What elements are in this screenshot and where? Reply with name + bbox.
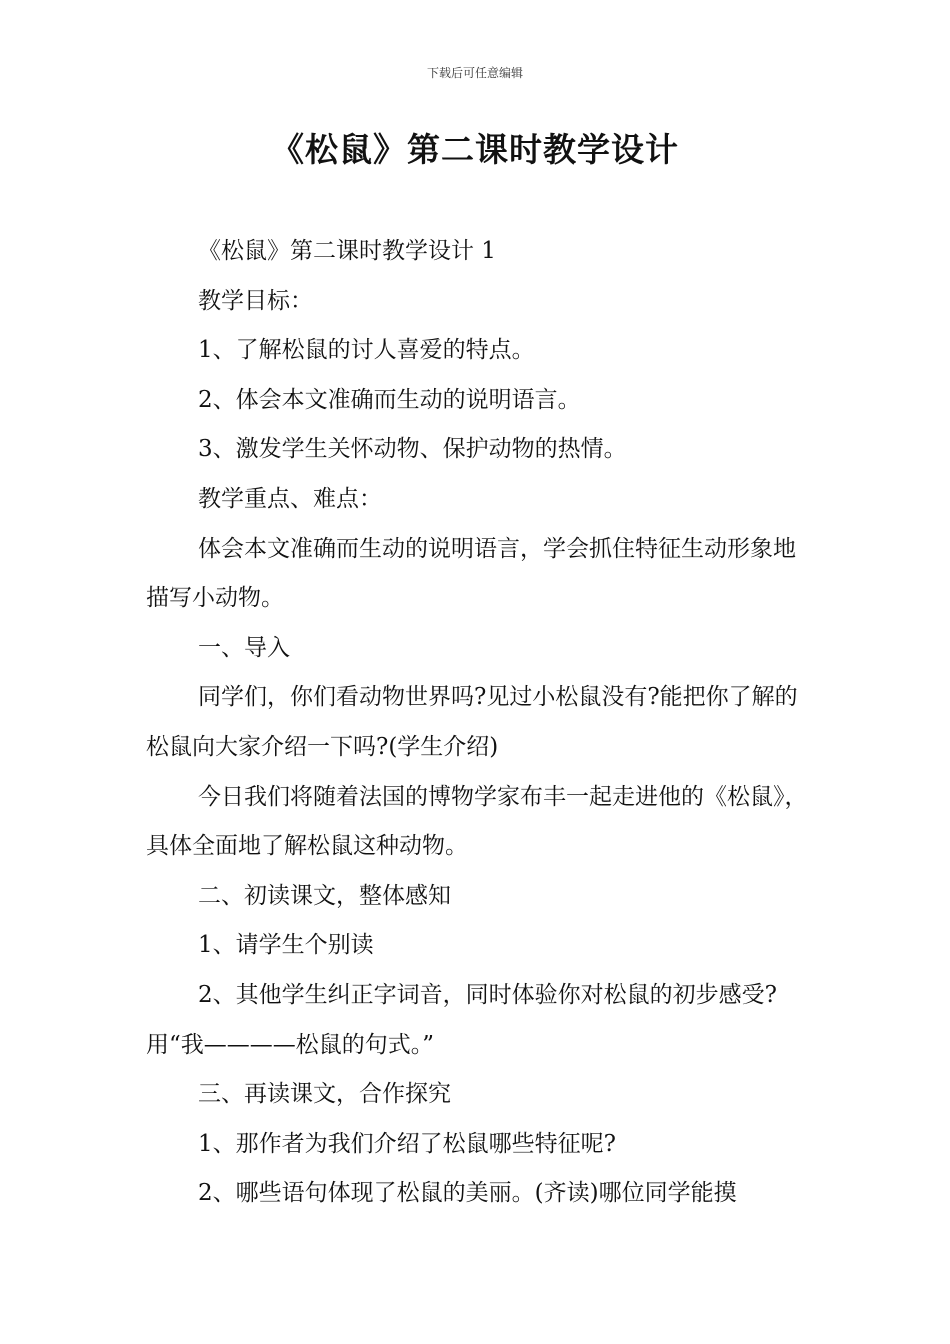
paragraph-question-2: 2、哪些语句体现了松鼠的美丽。(齐读)哪位同学能摸: [198, 1180, 737, 1207]
paragraph-key-points: 体会本文准确而生动的说明语言，学会抓住特征生动形象地描写小动物。: [146, 535, 796, 612]
paragraph-objective-2: 2、体会本文准确而生动的说明语言。: [198, 386, 581, 413]
paragraph-introduction: 同学们，你们看动物世界吗?见过小松鼠没有?能把你了解的松鼠向大家介绍一下吗?(学生介绍): [146, 684, 798, 760]
paragraph-today: 今日我们将随着法国的博物学家布丰一起走进他的《松鼠》，具体全面地了解松鼠这种动物。: [146, 783, 808, 860]
paragraph-question-1: 1、那作者为我们介绍了松鼠哪些特征呢?: [198, 1130, 616, 1157]
paragraph-section-3-heading: 三、再读课文，合作探究: [198, 1081, 451, 1108]
page-header-note: 下载后可任意编辑: [426, 66, 523, 80]
paragraph-key-points-heading: 教学重点、难点：: [198, 485, 382, 512]
paragraph-section-1-heading: 一、导入: [198, 634, 290, 661]
paragraph-step-2: 2、其他学生纠正字词音，同时体验你对松鼠的初步感受?用“我————松鼠的句式。”: [146, 981, 777, 1058]
paragraph-objective-1: 1、了解松鼠的讨人喜爱的特点。: [198, 337, 535, 364]
paragraph-objective-3: 3、激发学生关怀动物、保护动物的热情。: [198, 436, 627, 463]
paragraph-section-2-heading: 二、初读课文，整体感知: [198, 882, 451, 909]
paragraph-step-1: 1、请学生个别读: [198, 932, 374, 959]
document-body: [146, 227, 808, 1219]
paragraph-objectives-heading: 教学目标：: [198, 287, 313, 314]
document-title: 《松鼠》第二课时教学设计: [271, 130, 679, 169]
paragraph-subtitle: 《松鼠》第二课时教学设计 1: [198, 238, 496, 264]
